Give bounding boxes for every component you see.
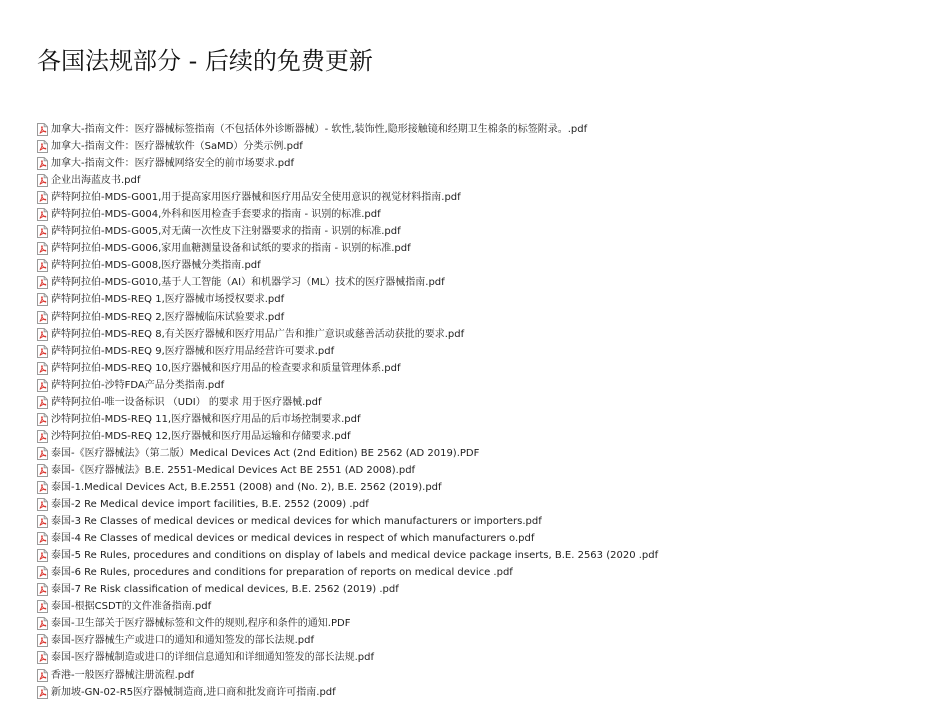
file-item[interactable] — [37, 377, 658, 394]
file-item[interactable] — [37, 343, 658, 360]
file-name: 泰国-6 Re Rules, procedures and conditions for preparation of reports on medical device .pdf — [51, 567, 513, 579]
file-item[interactable] — [37, 547, 658, 564]
pdf-file-icon — [37, 515, 48, 528]
pdf-file-icon — [37, 259, 48, 272]
file-name: 泰国-医疗器械制造或进口的详细信息通知和详细通知签发的部长法规.pdf — [51, 652, 375, 664]
file-name: 香港-一般医疗器械注册流程.pdf — [51, 669, 195, 681]
pdf-file-icon — [37, 447, 48, 460]
pdf-file-icon — [37, 396, 48, 409]
pdf-file-icon — [37, 669, 48, 682]
file-name: 萨特阿拉伯-MDS-G010,基于人工智能（AI）和机器学习（ML）技术的医疗器械指南.pdf — [51, 277, 445, 289]
file-item[interactable] — [37, 240, 658, 257]
pdf-file-icon — [37, 549, 48, 562]
file-list — [37, 121, 658, 701]
pdf-file-icon — [37, 583, 48, 596]
file-name: 沙特阿拉伯-MDS-REQ 12,医疗器械和医疗用品运输和存储要求.pdf — [51, 430, 351, 442]
file-item[interactable] — [37, 496, 658, 513]
file-name: 加拿大-指南文件：医疗器械网络安全的前市场要求.pdf — [51, 158, 295, 170]
file-name: 萨特阿拉伯-MDS-G004,外科和医用检查手套要求的指南 - 识别的标准.pdf — [51, 209, 381, 221]
pdf-file-icon — [37, 208, 48, 221]
pdf-file-icon — [37, 600, 48, 613]
pdf-file-icon — [37, 413, 48, 426]
file-item[interactable] — [37, 462, 658, 479]
pdf-file-icon — [37, 686, 48, 699]
pdf-file-icon — [37, 191, 48, 204]
file-name: 泰国-1.Medical Devices Act, B.E.2551 (2008) and (No. 2), B.E. 2562 (2019).pdf — [51, 482, 442, 493]
file-item[interactable] — [37, 223, 658, 240]
file-name: 加拿大-指南文件：医疗器械标签指南（不包括体外诊断器械）- 软性,装饰性,隐形接触镜和经期卫生棉条的标签附录。.pdf — [51, 124, 588, 136]
file-name: 企业出海蓝皮书.pdf — [51, 175, 141, 187]
file-name: 萨特阿拉伯-MDS-G006,家用血糖测量设备和试纸的要求的指南 - 识别的标准.pdf — [51, 243, 411, 255]
pdf-file-icon — [37, 345, 48, 358]
pdf-file-icon — [37, 651, 48, 664]
file-item[interactable] — [37, 291, 658, 308]
pdf-file-icon — [37, 362, 48, 375]
pdf-file-icon — [37, 634, 48, 647]
file-name: 泰国-《医疗器械法》B.E. 2551-Medical Devices Act BE 2551 (AD 2008).pdf — [51, 464, 416, 476]
pdf-file-icon — [37, 140, 48, 153]
pdf-file-icon — [37, 430, 48, 443]
pdf-file-icon — [37, 566, 48, 579]
file-name: 泰国-根据CSDT的文件准备指南.pdf — [51, 601, 212, 613]
file-item[interactable] — [37, 138, 658, 155]
file-item[interactable] — [37, 445, 658, 462]
file-item[interactable] — [37, 615, 658, 632]
pdf-file-icon — [37, 157, 48, 170]
file-name: 萨特阿拉伯-MDS-REQ 1,医疗器械市场授权要求.pdf — [51, 294, 285, 306]
file-name: 萨特阿拉伯-MDS-G001,用于提高家用医疗器械和医疗用品安全使用意识的视觉材料指南.pdf — [51, 192, 461, 204]
file-name: 泰国-3 Re Classes of medical devices or medical devices for which manufacturers or importers.pdf — [51, 516, 542, 528]
pdf-file-icon — [37, 617, 48, 630]
file-item[interactable] — [37, 649, 658, 666]
pdf-file-icon — [37, 464, 48, 477]
file-item[interactable] — [37, 257, 658, 274]
pdf-file-icon — [37, 328, 48, 341]
file-name: 新加坡-GN-02-R5医疗器械制造商,进口商和批发商许可指南.pdf — [51, 686, 336, 698]
file-name: 泰国-5 Re Rules, procedures and conditions on display of labels and medical device package inserts, B.E. 2563 (2020 .pdf — [51, 550, 659, 562]
file-item[interactable] — [37, 172, 658, 189]
file-item[interactable] — [37, 598, 658, 615]
pdf-file-icon — [37, 225, 48, 238]
file-item[interactable] — [37, 581, 658, 598]
file-item[interactable] — [37, 513, 658, 530]
file-name: 泰国-2 Re Medical device import facilities, B.E. 2552 (2009) .pdf — [51, 499, 369, 511]
pdf-file-icon — [37, 498, 48, 511]
file-item[interactable] — [37, 479, 658, 496]
pdf-file-icon — [37, 276, 48, 289]
file-name: 萨特阿拉伯-唯一设备标识 （UDI） 的要求 用于医疗器械.pdf — [51, 396, 322, 408]
file-item[interactable] — [37, 274, 658, 291]
file-name: 泰国-医疗器械生产或进口的通知和通知签发的部长法规.pdf — [51, 635, 315, 647]
file-name: 泰国-4 Re Classes of medical devices or medical devices in respect of which manufacturers o.pdf — [51, 533, 535, 545]
pdf-file-icon — [37, 242, 48, 255]
file-item[interactable] — [37, 155, 658, 172]
file-item[interactable] — [37, 360, 658, 377]
pdf-file-icon — [37, 293, 48, 306]
pdf-file-icon — [37, 481, 48, 494]
file-item[interactable] — [37, 121, 658, 138]
file-item[interactable] — [37, 206, 658, 223]
file-name: 萨特阿拉伯-MDS-REQ 9,医疗器械和医疗用品经营许可要求.pdf — [51, 345, 335, 357]
page-title: 各国法规部分 - 后续的免费更新 — [37, 47, 373, 75]
file-name: 萨特阿拉伯-MDS-REQ 2,医疗器械临床试验要求.pdf — [51, 311, 285, 323]
file-name: 沙特阿拉伯-MDS-REQ 11,医疗器械和医疗用品的后市场控制要求.pdf — [51, 413, 361, 425]
file-name: 泰国-卫生部关于医疗器械标签和文件的规则,程序和条件的通知.PDF — [51, 618, 351, 630]
file-name: 加拿大-指南文件：医疗器械软件（SaMD）分类示例.pdf — [51, 141, 303, 153]
file-item[interactable] — [37, 411, 658, 428]
file-name: 萨特阿拉伯-MDS-G005,对无菌一次性皮下注射器要求的指南 - 识别的标准.pdf — [51, 226, 401, 238]
file-item[interactable] — [37, 309, 658, 326]
file-item[interactable] — [37, 326, 658, 343]
pdf-file-icon — [37, 174, 48, 187]
pdf-file-icon — [37, 311, 48, 324]
file-name: 萨特阿拉伯-MDS-REQ 10,医疗器械和医疗用品的检查要求和质量管理体系.pdf — [51, 362, 401, 374]
pdf-file-icon — [37, 123, 48, 136]
file-item[interactable] — [37, 189, 658, 206]
file-name: 萨特阿拉伯-沙特FDA产品分类指南.pdf — [51, 379, 225, 391]
file-name: 泰国-7 Re Risk classification of medical devices, B.E. 2562 (2019) .pdf — [51, 584, 399, 596]
file-item[interactable] — [37, 394, 658, 411]
file-item[interactable] — [37, 684, 658, 701]
pdf-file-icon — [37, 532, 48, 545]
file-item[interactable] — [37, 530, 658, 547]
pdf-file-icon — [37, 379, 48, 392]
file-name: 萨特阿拉伯-MDS-G008,医疗器械分类指南.pdf — [51, 260, 261, 272]
file-item[interactable] — [37, 564, 658, 581]
file-item[interactable] — [37, 667, 658, 684]
file-name: 泰国-《医疗器械法》（第二版）Medical Devices Act (2nd Edition) BE 2562 (AD 2019).PDF — [51, 447, 480, 459]
file-item[interactable] — [37, 428, 658, 445]
file-item[interactable] — [37, 632, 658, 649]
file-name: 萨特阿拉伯-MDS-REQ 8,有关医疗器械和医疗用品广告和推广意识或慈善活动获批的要求.pdf — [51, 328, 465, 340]
